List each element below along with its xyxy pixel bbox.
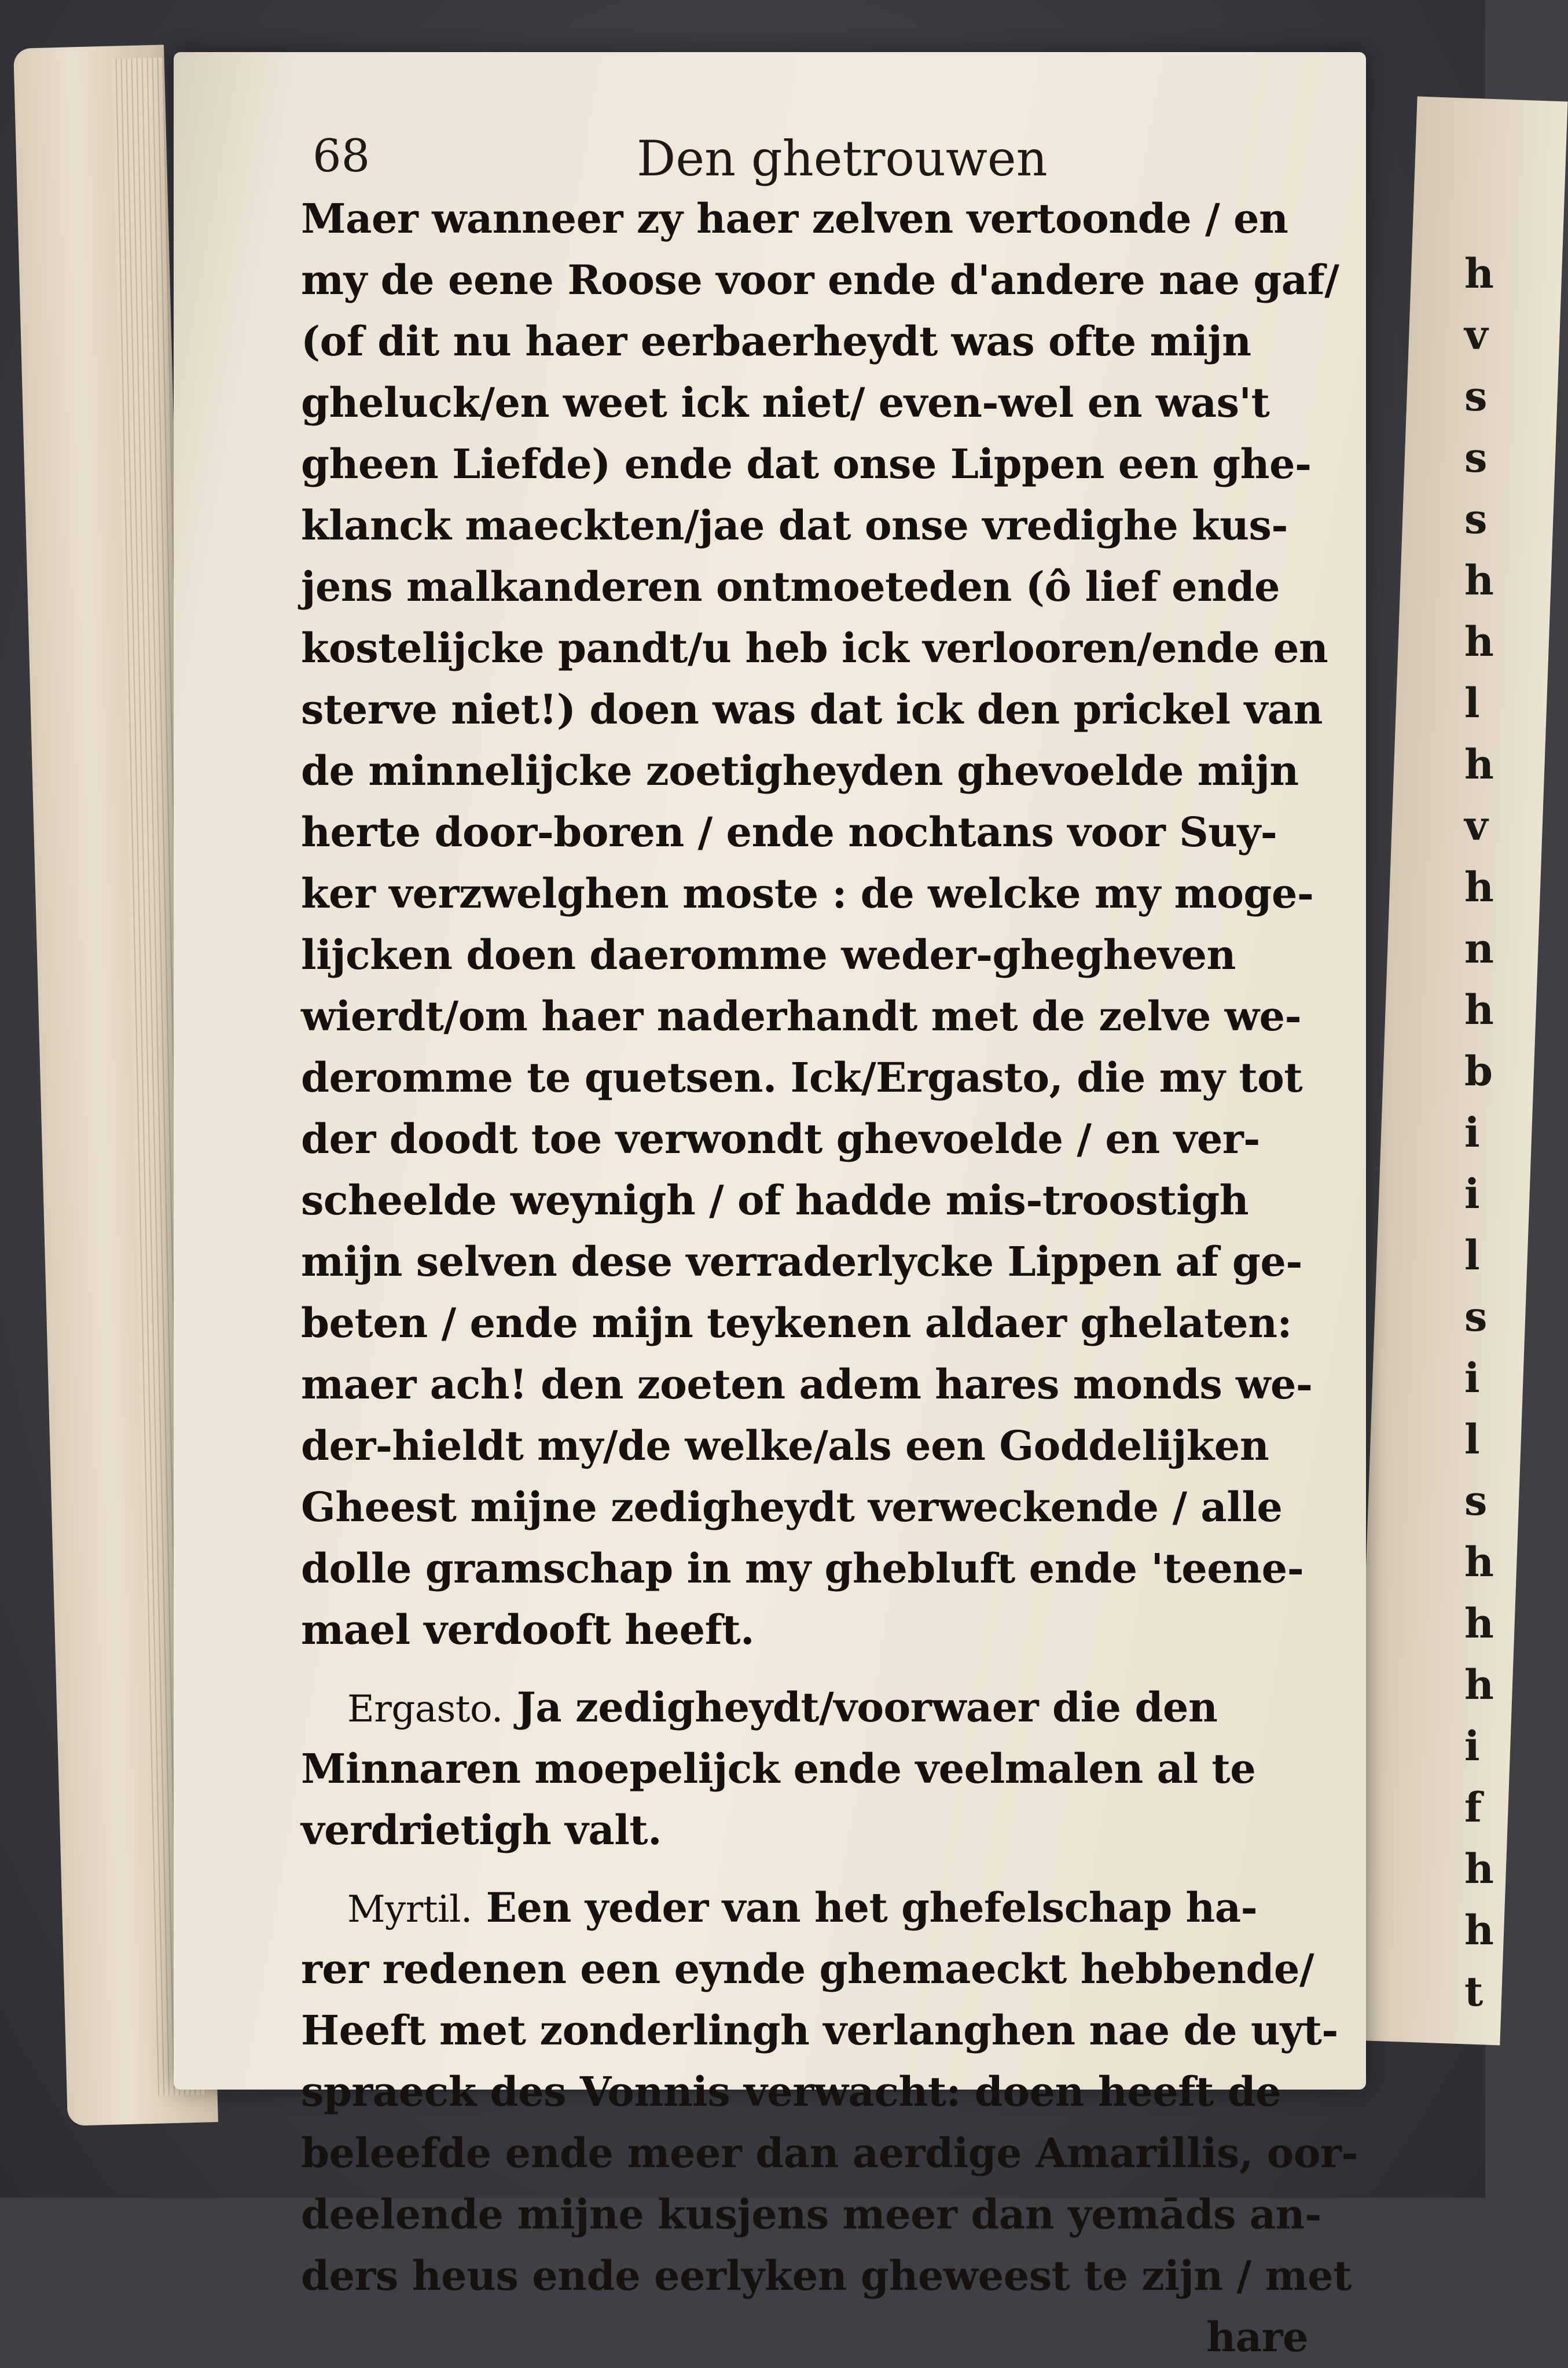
facing-letter: f <box>1464 1783 1482 1831</box>
facing-letter: h <box>1464 1538 1494 1586</box>
text-line: ders heus ende eerlyken gheweest te zijn / met <box>301 2252 1352 2300</box>
facing-letter: v <box>1464 311 1488 359</box>
speaker-name: Ergasto. <box>347 1688 503 1731</box>
text-line: de minnelijcke zoetigheyden ghevoelde mijn <box>301 747 1299 795</box>
text-line: Minnaren moepelijck ende veelmalen al te <box>301 1745 1256 1793</box>
facing-letter: v <box>1464 802 1488 850</box>
facing-letter: h <box>1464 986 1494 1034</box>
text-line: spraeck des Vonnis verwacht: doen heeft de <box>301 2068 1281 2116</box>
speech-first-line: Ergasto. Ja zedigheydt/voorwaer die den <box>347 1683 1218 1731</box>
text-line: mijn selven dese verraderlycke Lippen af ge- <box>301 1238 1302 1286</box>
page-header <box>313 130 1320 194</box>
text-line: maer ach! den zoeten adem hares monds we- <box>301 1360 1313 1408</box>
text-line: gheen Liefde) ende dat onse Lippen een ghe- <box>301 440 1312 488</box>
text-line: deelende mijne kusjens meer dan yemāds an- <box>301 2190 1321 2238</box>
facing-letter: l <box>1464 1231 1480 1279</box>
facing-letter: s <box>1464 434 1488 482</box>
facing-letter: h <box>1464 556 1494 604</box>
text-line: mael verdooft heeft. <box>301 1606 754 1654</box>
text-line: rer redenen een eynde ghemaeckt hebbende/ <box>301 1945 1314 1993</box>
page-text <box>301 188 1358 2368</box>
facing-letter: s <box>1464 1293 1488 1341</box>
text-line: wierdt/om haer naderhandt met de zelve we- <box>301 992 1302 1040</box>
facing-letter: s <box>1464 372 1488 420</box>
facing-letter: h <box>1464 249 1494 298</box>
myrtil-speech <box>301 1877 1358 2307</box>
facing-letter: b <box>1464 1047 1493 1095</box>
text-line: scheelde weynigh / of hadde mis-troostigh <box>301 1176 1249 1224</box>
speech-first-line: Myrtil. Een yeder van het ghefelschap ha- <box>347 1884 1258 1932</box>
facing-letter: h <box>1464 740 1494 788</box>
text-line: herte door-boren / ende nochtans voor Suy- <box>301 808 1277 856</box>
facing-letter: i <box>1464 1722 1480 1770</box>
text-line: dolle gramschap in my ghebluft ende 'teene- <box>301 1544 1304 1592</box>
text-line: gheluck/en weet ick niet/ even-wel en was't <box>301 379 1270 427</box>
main-paragraph <box>301 188 1339 1661</box>
facing-letter: h <box>1464 863 1494 911</box>
text-line: lijcken doen daeromme weder-ghegheven <box>301 931 1236 979</box>
facing-letter: h <box>1464 618 1494 666</box>
speaker-name: Myrtil. <box>347 1888 472 1931</box>
facing-letter: i <box>1464 1108 1480 1157</box>
facing-letter: s <box>1464 1477 1488 1525</box>
facing-letter: l <box>1464 1415 1480 1463</box>
facing-letter: h <box>1464 1599 1494 1647</box>
facing-page-letters <box>1464 243 1494 2022</box>
text-line: (of dit nu haer eerbaerheydt was ofte mijn <box>301 317 1251 365</box>
facing-letter: l <box>1464 679 1480 727</box>
page-number: 68 <box>313 130 370 182</box>
text-line: ker verzwelghen moste : de welcke my moge- <box>301 869 1314 917</box>
text-line: der-hieldt my/de welke/als een Goddelijken <box>301 1422 1269 1470</box>
facing-letter: i <box>1464 1170 1480 1218</box>
facing-letter: s <box>1464 495 1488 543</box>
text-line: Maer wanneer zy haer zelven vertoonde / en <box>301 194 1288 243</box>
text-line: sterve niet!) doen was dat ick den prickel van <box>301 685 1323 733</box>
text-line: Heeft met zonderlingh verlanghen nae de uyt- <box>301 2006 1338 2054</box>
facing-letter: h <box>1464 1906 1494 1954</box>
text-line: beleefde ende meer dan aerdige Amarillis, oor- <box>301 2129 1358 2177</box>
facing-letter: i <box>1464 1354 1480 1402</box>
text-line: kostelijcke pandt/u heb ick verlooren/ende en <box>301 624 1328 672</box>
facing-letter: h <box>1464 1845 1494 1893</box>
catchword: hare <box>1206 2313 1308 2361</box>
text-line: der doodt toe verwondt ghevoelde / en ver- <box>301 1115 1260 1163</box>
facing-letter: n <box>1464 924 1494 972</box>
facing-letter: h <box>1464 1661 1494 1709</box>
text-line: jens malkanderen ontmoeteden (ô lief ende <box>301 563 1280 611</box>
text-line: beten / ende mijn teykenen aldaer ghelaten: <box>301 1299 1292 1347</box>
facing-letter: t <box>1464 1967 1483 2015</box>
text-line: klanck maeckten/jae dat onse vredighe kus- <box>301 501 1288 549</box>
text-line: verdrietigh valt. <box>301 1806 662 1854</box>
running-title: Den ghetrouwen <box>637 130 1048 187</box>
ergasto-speech <box>301 1677 1308 1861</box>
text-line: my de eene Roose voor ende d'andere nae gaf/ <box>301 256 1339 304</box>
text-line: Gheest mijne zedigheydt verweckende / alle <box>301 1483 1283 1531</box>
text-line: deromme te quetsen. Ick/Ergasto, die my tot <box>301 1053 1303 1102</box>
